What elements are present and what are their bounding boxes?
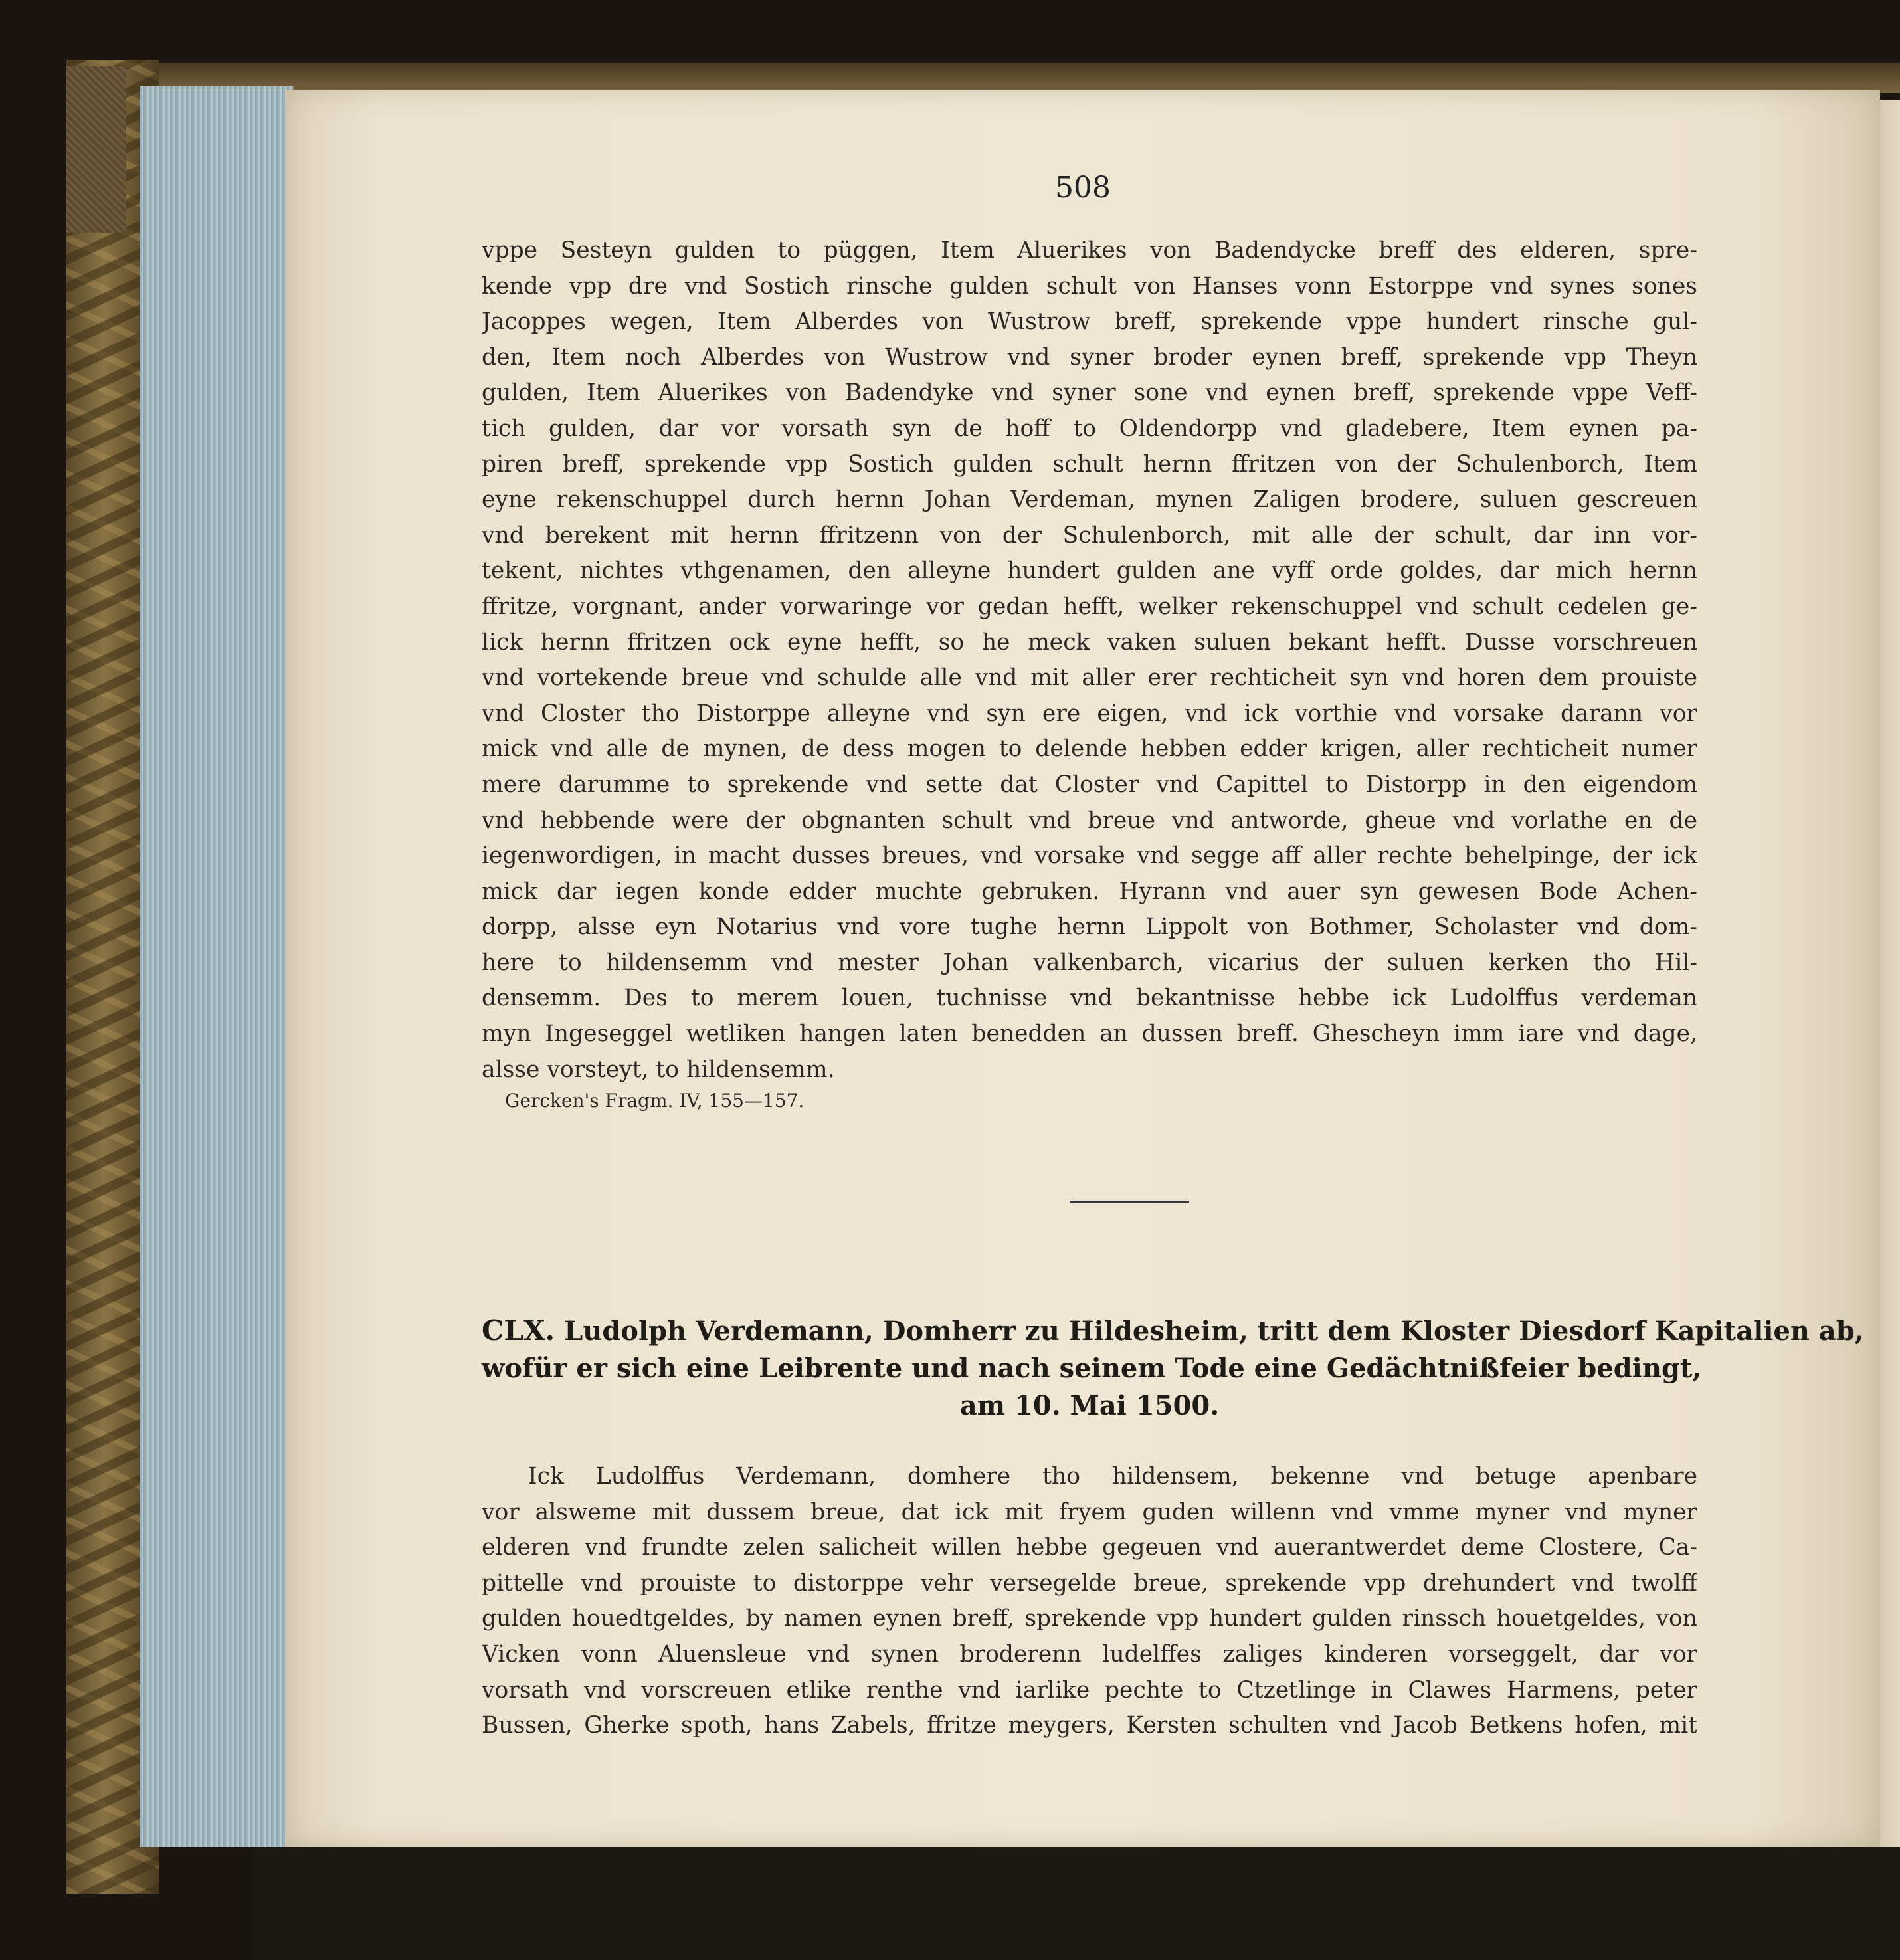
text-line: alsse vorsteyt, to hildensemm. bbox=[482, 1056, 835, 1083]
document-number: CLX. bbox=[482, 1314, 555, 1347]
text-line: tekent, nichtes vthgenamen, den alleyne hundert gulden ane vyff orde goldes, dar mich hernn bbox=[482, 557, 1697, 585]
text-line: gulden, Item Aluerikes von Badendyke vnd syner sone vnd eynen breff, sprekende vppe Veff- bbox=[482, 379, 1697, 407]
heading-line-3: am 10. Mai 1500. bbox=[959, 1390, 1220, 1421]
text-line: Ick Ludolffus Verdemann, domhere tho hildensem, bekenne vnd betuge apenbare bbox=[528, 1463, 1697, 1490]
text-line: iegenwordigen, in macht dusses breues, vnd vorsake vnd segge aff aller rechte behelpinge, der ick bbox=[482, 842, 1697, 870]
text-line: vnd Closter tho Distorppe alleyne vnd syn ere eigen, vnd ick vorthie vnd vorsake darann vor bbox=[482, 700, 1697, 727]
text-line: elderen vnd frundte zelen salicheit willen hebbe gegeuen vnd auerantwerdet deme Clostere, Ca- bbox=[482, 1534, 1697, 1561]
text-line: vnd vortekende breue vnd schulde alle vnd mit aller erer rechticheit syn vnd horen dem prouiste bbox=[482, 664, 1697, 692]
document-heading bbox=[482, 1312, 1864, 1424]
book-top-edge bbox=[120, 63, 1900, 93]
text-line: densemm. Des to merem louen, tuchnisse vnd bekantnisse hebbe ick Ludolffus verdeman bbox=[482, 985, 1697, 1012]
heading-text-1: Ludolph Verdemann, Domherr zu Hildesheim, tritt dem Kloster Diesdorf Kapitalien ab, bbox=[564, 1316, 1864, 1347]
text-line: Jacoppes wegen, Item Alberdes von Wustrow breff, sprekende vppe hundert rinsche gul- bbox=[482, 308, 1697, 336]
book-spine bbox=[66, 66, 126, 233]
text-line: pittelle vnd prouiste to distorppe vehr versegelde breue, sprekende vpp drehundert vnd twolff bbox=[482, 1569, 1697, 1597]
text-line: vppe Sesteyn gulden to püggen, Item Aluerikes von Badendycke breff des elderen, spre- bbox=[482, 237, 1697, 264]
source-citation: Gercken's Fragm. IV, 155—157. bbox=[505, 1090, 805, 1112]
heading-line-2: wofür er sich eine Leibrente und nach seinem Tode eine Gedächtnißfeier bedingt, bbox=[482, 1353, 1702, 1384]
book-page bbox=[286, 90, 1880, 1847]
document-body-section1 bbox=[482, 233, 1697, 1088]
text-line: here to hildensemm vnd mester Johan valkenbarch, vicarius der suluen kerken tho Hil- bbox=[482, 949, 1697, 976]
text-line: eyne rekenschuppel durch hernn Johan Verdeman, mynen Zaligen brodere, suluen gescreuen bbox=[482, 486, 1697, 514]
section-divider bbox=[1070, 1201, 1189, 1203]
text-line: mere darumme to sprekende vnd sette dat Closter vnd Capittel to Distorpp in den eigendom bbox=[482, 771, 1697, 798]
text-line: mick dar iegen konde edder muchte gebruken. Hyrann vnd auer syn gewesen Bode Achen- bbox=[482, 878, 1697, 905]
text-line: vnd berekent mit hernn ffritzenn von der Schulenborch, mit alle der schult, dar inn vor- bbox=[482, 522, 1697, 549]
desk-background bbox=[252, 1847, 1900, 1960]
text-line: tich gulden, dar vor vorsath syn de hoff to Oldendorpp vnd gladebere, Item eynen pa- bbox=[482, 415, 1697, 442]
text-line: den, Item noch Alberdes von Wustrow vnd syner broder eynen breff, sprekende vpp Theyn bbox=[482, 343, 1697, 371]
text-line: myn Ingeseggel wetliken hangen laten benedden an dussen breff. Ghescheyn imm iare vnd dage, bbox=[482, 1021, 1697, 1048]
text-line: ffritze, vorgnant, ander vorwaringe vor gedan hefft, welker rekenschuppel vnd schult cedelen ge- bbox=[482, 593, 1697, 620]
text-line: vor alsweme mit dussem breue, dat ick mit fryem guden willenn vnd vmme myner vnd myner bbox=[482, 1498, 1697, 1525]
text-line: mick vnd alle de mynen, de dess mogen to delende hebben edder krigen, aller rechticheit numer bbox=[482, 735, 1697, 763]
page-number: 508 bbox=[1055, 171, 1111, 205]
page-block-edges bbox=[140, 86, 294, 1847]
text-line: gulden houedtgeldes, by namen eynen breff, sprekende vpp hundert gulden rinssch houetgeldes, von bbox=[482, 1605, 1697, 1632]
heading-line-1 bbox=[482, 1312, 1864, 1350]
text-line: vnd hebbende were der obgnanten schult vnd breue vnd antworde, gheue vnd vorlathe en de bbox=[482, 807, 1697, 834]
text-line: Vicken vonn Aluensleue vnd synen broderenn ludelffes zaliges kinderen vorseggelt, dar vor bbox=[482, 1640, 1697, 1668]
text-line: piren breff, sprekende vpp Sostich gulden schult hernn ffritzen von der Schulenborch, Item bbox=[482, 450, 1697, 478]
text-line: vorsath vnd vorscreuen etlike renthe vnd iarlike pechte to Ctzetlinge in Clawes Harmens, peter bbox=[482, 1676, 1697, 1704]
text-line: Bussen, Gherke spoth, hans Zabels, ffritze meygers, Kersten schulten vnd Jacob Betkens hofen, mit bbox=[482, 1712, 1697, 1739]
text-line: dorpp, alsse eyn Notarius vnd vore tughe hernn Lippolt von Bothmer, Scholaster vnd dom- bbox=[482, 914, 1697, 941]
document-body-section2 bbox=[482, 1459, 1697, 1744]
text-line: lick hernn ffritzen ock eyne hefft, so he meck vaken suluen bekant hefft. Dusse vorschreuen bbox=[482, 629, 1697, 656]
text-line: kende vpp dre vnd Sostich rinsche gulden schult von Hanses vonn Estorppe vnd synes sones bbox=[482, 272, 1697, 300]
